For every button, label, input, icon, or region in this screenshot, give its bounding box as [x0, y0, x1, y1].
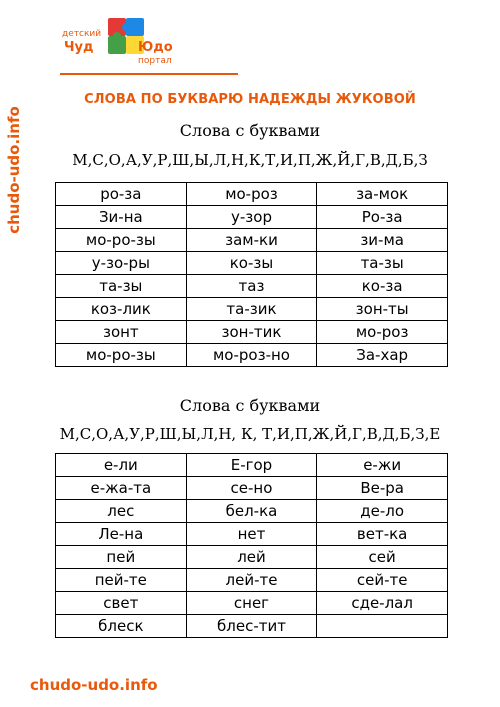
word-cell: зи-ма: [317, 229, 448, 252]
table-row: [56, 500, 448, 523]
word-cell: вет-ка: [317, 523, 448, 546]
table-row: [56, 275, 448, 298]
word-cell: Е-гор: [186, 454, 317, 477]
logo-word-chudo: Чуд: [64, 40, 94, 55]
table-row: [56, 298, 448, 321]
section1-letters: М,С,О,А,У,Р,Ш,Ы,Л,Н,К,Т,И,П,Ж,Й,Г,В,Д,Б,З: [72, 151, 428, 169]
section2-table: [55, 453, 448, 638]
word-cell: у-зо-ры: [56, 252, 187, 275]
page-title: СЛОВА ПО БУКВАРЮ НАДЕЖДЫ ЖУКОВОЙ: [84, 92, 416, 107]
table-row: [56, 206, 448, 229]
site-vertical-text: chudo-udo.info: [5, 106, 23, 234]
table-row: [56, 252, 448, 275]
table-row: [56, 523, 448, 546]
logo-word-portal: портал: [138, 56, 172, 66]
table-row: [56, 344, 448, 367]
word-cell: се-но: [186, 477, 317, 500]
word-cell: пей-те: [56, 569, 187, 592]
word-cell: бел-ка: [186, 500, 317, 523]
word-cell: За-хар: [317, 344, 448, 367]
word-cell: ко-за: [317, 275, 448, 298]
word-cell: сей: [317, 546, 448, 569]
word-cell: нет: [186, 523, 317, 546]
word-cell: мо-роз-но: [186, 344, 317, 367]
word-cell: [317, 615, 448, 638]
table-row: [56, 546, 448, 569]
word-cell: сей-те: [317, 569, 448, 592]
word-cell: та-зы: [56, 275, 187, 298]
word-cell: блес-тит: [186, 615, 317, 638]
word-cell: та-зы: [317, 252, 448, 275]
table-row: [56, 183, 448, 206]
table-row: [56, 592, 448, 615]
word-cell: е-ли: [56, 454, 187, 477]
portal-logo: [60, 14, 180, 72]
word-cell: ко-зы: [186, 252, 317, 275]
word-cell: та-зик: [186, 298, 317, 321]
word-cell: е-жа-та: [56, 477, 187, 500]
word-cell: лес: [56, 500, 187, 523]
word-cell: пей: [56, 546, 187, 569]
word-cell: у-зор: [186, 206, 317, 229]
word-cell: е-жи: [317, 454, 448, 477]
word-cell: мо-роз: [317, 321, 448, 344]
word-cell: мо-роз: [186, 183, 317, 206]
word-cell: мо-ро-зы: [56, 344, 187, 367]
word-cell: зам-ки: [186, 229, 317, 252]
logo-word-yudo: Юдо: [138, 40, 173, 55]
table-row: [56, 569, 448, 592]
word-cell: Ве-ра: [317, 477, 448, 500]
logo-word-detsky: детский: [62, 29, 102, 39]
word-cell: мо-ро-зы: [56, 229, 187, 252]
word-cell: Ро-за: [317, 206, 448, 229]
word-cell: зон-ты: [317, 298, 448, 321]
word-cell: лей: [186, 546, 317, 569]
word-cell: Зи-на: [56, 206, 187, 229]
word-cell: за-мок: [317, 183, 448, 206]
table-row: [56, 454, 448, 477]
section1-heading: Слова с буквами: [179, 121, 321, 140]
table-row: [56, 615, 448, 638]
word-cell: зон-тик: [186, 321, 317, 344]
word-cell: ро-за: [56, 183, 187, 206]
word-cell: Ле-на: [56, 523, 187, 546]
section2-letters: М,С,О,А,У,Р,Ш,Ы,Л,Н, К, Т,И,П,Ж,Й,Г,В,Д,Б,З,Е: [59, 425, 441, 443]
word-cell: свет: [56, 592, 187, 615]
site-vertical-label: [4, 20, 24, 320]
word-cell: сде-лал: [317, 592, 448, 615]
word-cell: таз: [186, 275, 317, 298]
word-cell: де-ло: [317, 500, 448, 523]
section2-heading: Слова с буквами: [179, 396, 321, 415]
logo-underline: [60, 73, 238, 75]
table-row: [56, 477, 448, 500]
word-cell: коз-лик: [56, 298, 187, 321]
word-cell: снег: [186, 592, 317, 615]
word-cell: лей-те: [186, 569, 317, 592]
table-row: [56, 229, 448, 252]
table-row: [56, 321, 448, 344]
section1-table: [55, 182, 448, 367]
word-cell: зонт: [56, 321, 187, 344]
word-cell: блеск: [56, 615, 187, 638]
site-footer-label: chudo-udo.info: [30, 676, 158, 694]
